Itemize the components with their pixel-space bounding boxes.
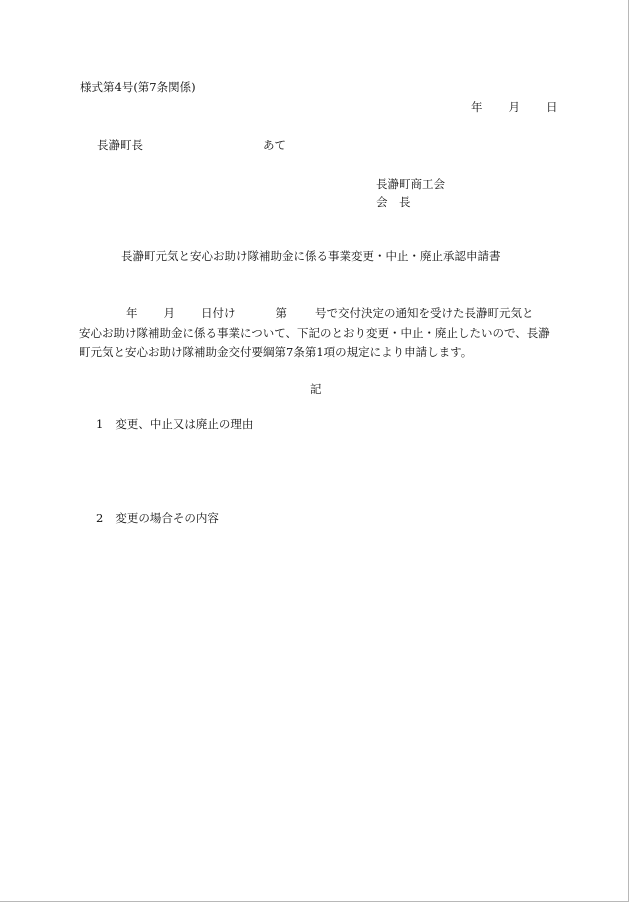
body-dated-label: 日付け xyxy=(201,306,236,320)
body-year-label: 年 xyxy=(126,306,138,320)
list-item xyxy=(96,417,253,431)
item-number: 1 xyxy=(96,417,104,431)
item-text: 変更、中止又は廃止の理由 xyxy=(115,417,254,431)
body-line-1 xyxy=(126,306,534,320)
date-month-label: 月 xyxy=(508,100,520,114)
list-item xyxy=(96,511,219,525)
sender-title: 会 長 xyxy=(376,195,411,209)
item-text: 変更の場合その内容 xyxy=(115,511,219,525)
body-month-label: 月 xyxy=(163,306,175,320)
item-number: 2 xyxy=(96,511,104,525)
document-title: 長瀞町元気と安心お助け隊補助金に係る事業変更・中止・廃止承認申請書 xyxy=(121,249,501,263)
body-line-2: 安心お助け隊補助金に係る事業について、下記のとおり変更・中止・廃止したいので、長瀞 xyxy=(79,326,550,340)
date-line xyxy=(471,100,558,114)
date-day-label: 日 xyxy=(546,100,558,114)
addressee-suffix: あて xyxy=(263,138,286,152)
date-year-label: 年 xyxy=(471,100,483,114)
form-number: 様式第4号(第7条関係) xyxy=(80,80,196,94)
sender-organization: 長瀞町商工会 xyxy=(376,177,445,191)
addressee-name: 長瀞町長 xyxy=(97,138,143,152)
body-line-1-rest: 号で交付決定の通知を受けた長瀞町元気と xyxy=(315,306,534,320)
body-line-3: 町元気と安心お助け隊補助金交付要綱第7条第1項の規定により申請します。 xyxy=(79,345,473,359)
ki-label: 記 xyxy=(310,382,322,396)
body-number-prefix: 第 xyxy=(275,306,287,320)
